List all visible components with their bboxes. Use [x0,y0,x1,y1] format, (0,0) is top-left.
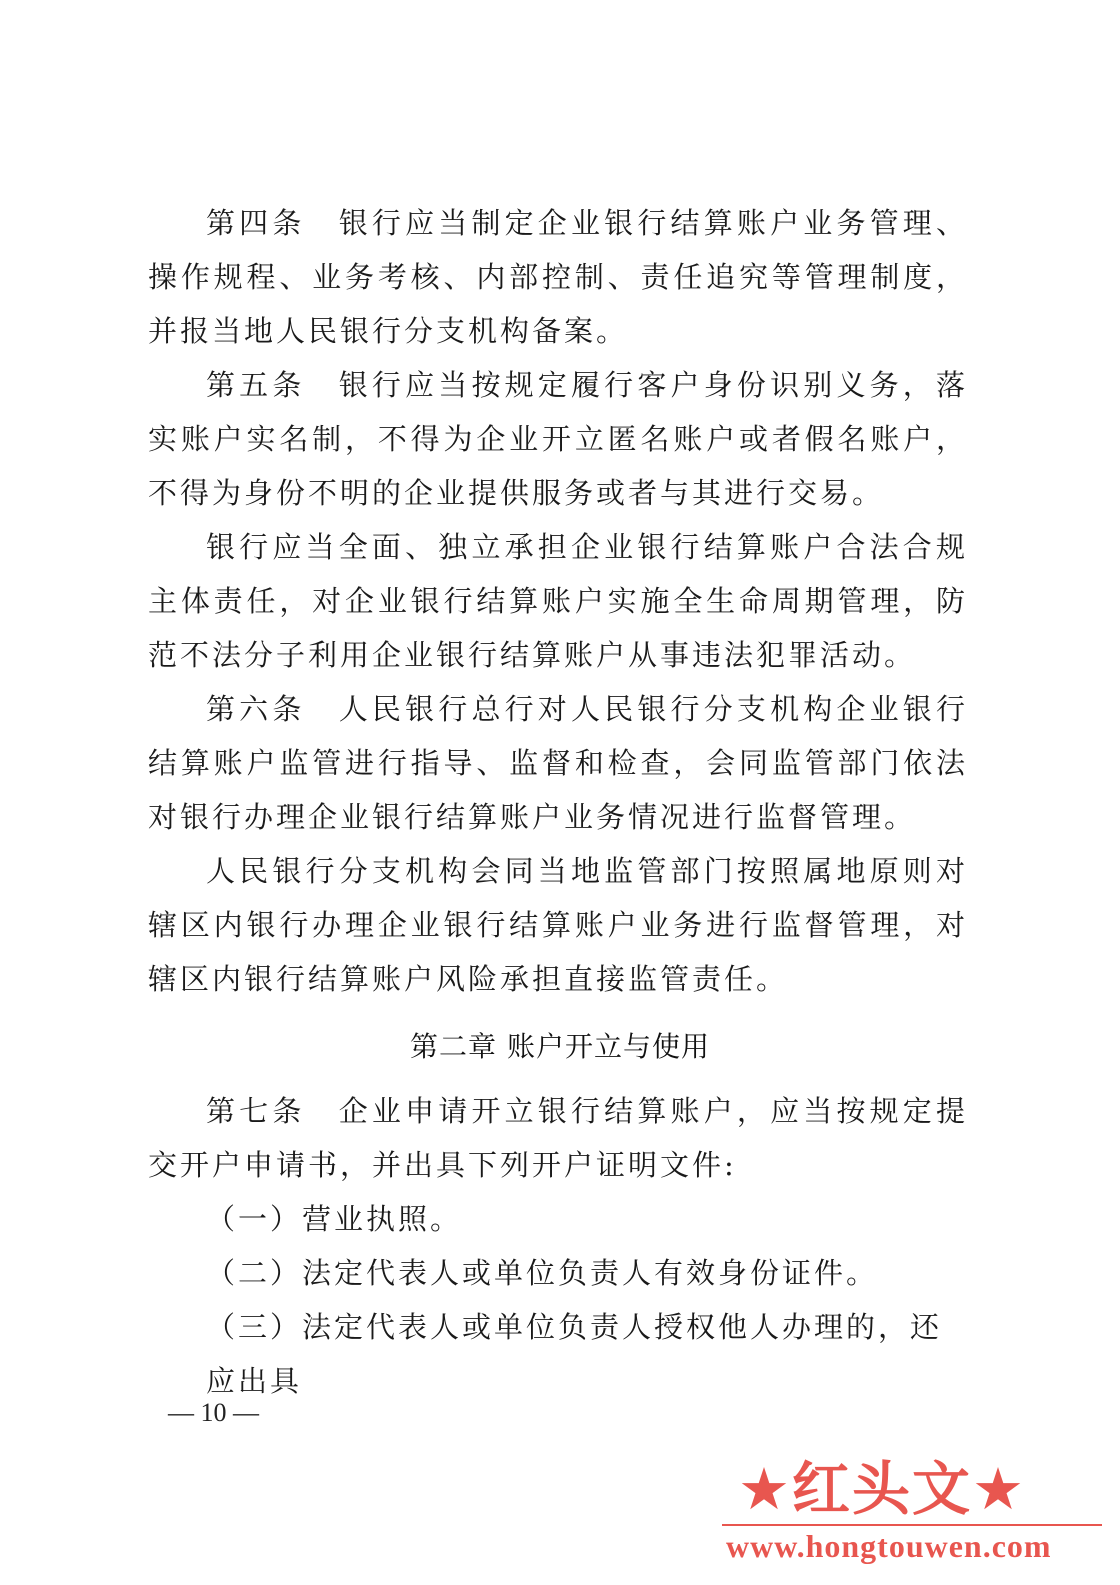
article-6-paragraph: 第六条 人民银行总行对人民银行分支机构企业银行结算账户监管进行指导、监督和检查，会同监管部门依法对银行办理企业银行结算账户业务情况进行监督管理。 [148,692,968,834]
article-6-second-paragraph: 人民银行分支机构会同当地监管部门按照属地原则对辖区内银行办理企业银行结算账户业务进行监督管理，对辖区内银行结算账户风险承担直接监管责任。 [148,854,968,996]
chapter-heading: 第二章 账户开立与使用 [410,1030,710,1063]
list-item: （一）营业执照。 [206,1202,463,1236]
article-7-paragraph: 第七条 企业申请开立银行结算账户，应当按规定提交开户申请书，并出具下列开户证明文件: [148,1094,968,1182]
article-5-second-paragraph: 银行应当全面、独立承担企业银行结算账户合法合规主体责任，对企业银行结算账户实施全生命周期管理，防范不法分子利用企业银行结算账户从事违法犯罪活动。 [148,530,968,672]
watermark-logo: ★红头文★ [738,1455,1026,1523]
article-5-paragraph: 第五条 银行应当按规定履行客户身份识别义务，落实账户实名制，不得为企业开立匿名账户或者假名账户，不得为身份不明的企业提供服务或者与其进行交易。 [148,368,968,510]
watermark-divider [722,1524,1102,1526]
list-item: （三）法定代表人或单位负责人授权他人办理的，还应出具 [206,1310,943,1398]
page-number: — 10 — [168,1398,259,1427]
article-4-paragraph: 第四条 银行应当制定企业银行结算账户业务管理、操作规程、业务考核、内部控制、责任追究等管理制度，并报当地人民银行分支机构备案。 [148,206,968,348]
watermark-url: www.hongtouwen.com [726,1528,1052,1564]
list-item: （二）法定代表人或单位负责人有效身份证件。 [206,1256,879,1290]
